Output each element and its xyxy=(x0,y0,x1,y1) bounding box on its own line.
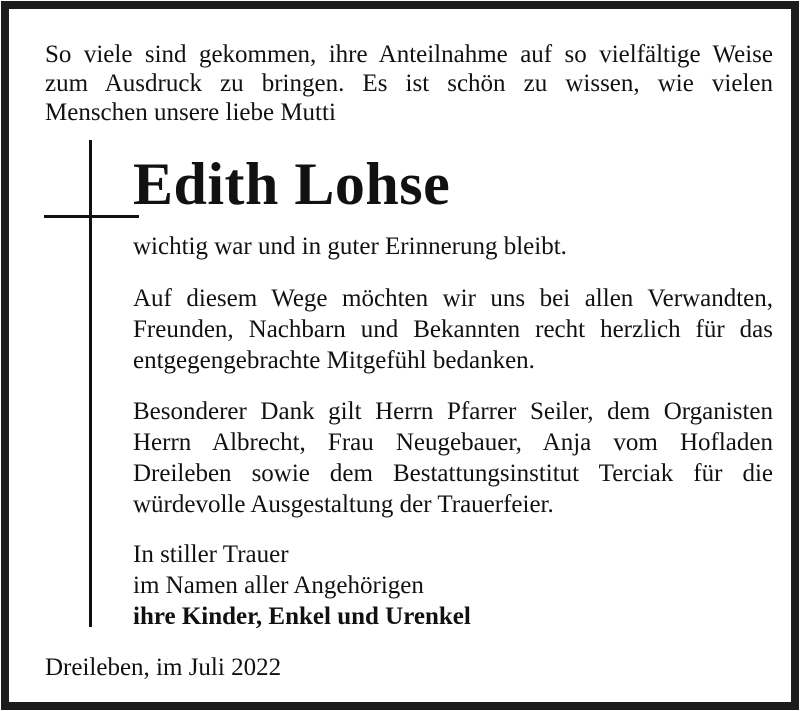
special-thanks-line-1: Besonderer Dank gilt Herrn Pfarrer Seiler, dem Organisten xyxy=(133,398,773,425)
intro-line-1: So viele sind gekommen, ihre Anteilnahme auf so vielfältige Weise xyxy=(45,41,773,68)
closing-line-2: im Namen aller Angehörigen xyxy=(133,572,424,599)
special-thanks-line-4: würdevolle Ausgestaltung der Trauerfeier. xyxy=(133,491,554,518)
continuation-line: wichtig war und in guter Erinnerung bleibt. xyxy=(133,233,567,260)
thanks-line-2: Freunden, Nachbarn und Bekannten recht herzlich für das xyxy=(133,316,773,343)
special-thanks-paragraph xyxy=(133,396,773,520)
deceased-name: Edith Lohse xyxy=(133,151,451,217)
closing-block xyxy=(133,539,773,632)
closing-signature: ihre Kinder, Enkel und Urenkel xyxy=(133,603,471,630)
cross-horizontal-bar xyxy=(44,215,139,218)
place-date: Dreileben, im Juli 2022 xyxy=(45,654,282,681)
special-thanks-line-2: Herrn Albrecht, Frau Neugebauer, Anja vom Hofladen xyxy=(133,429,773,456)
continuation-text xyxy=(133,231,773,262)
thanks-line-1: Auf diesem Wege möchten wir uns bei allen Verwandten, xyxy=(133,285,773,312)
special-thanks-line-3: Dreileben sowie dem Bestattungsinstitut Terciak für die xyxy=(133,460,773,487)
intro-line-2: zum Ausdruck zu bringen. Es ist schön zu wissen, wie vielen xyxy=(45,70,773,97)
obituary-frame xyxy=(1,1,799,710)
intro-line-3: Menschen unsere liebe Mutti xyxy=(45,99,336,126)
thanks-paragraph xyxy=(133,283,773,376)
cross-vertical-bar xyxy=(89,140,92,627)
thanks-line-3: entgegengebrachte Mitgefühl bedanken. xyxy=(133,347,535,374)
closing-line-1: In stiller Trauer xyxy=(133,541,289,568)
intro-paragraph xyxy=(45,40,773,127)
